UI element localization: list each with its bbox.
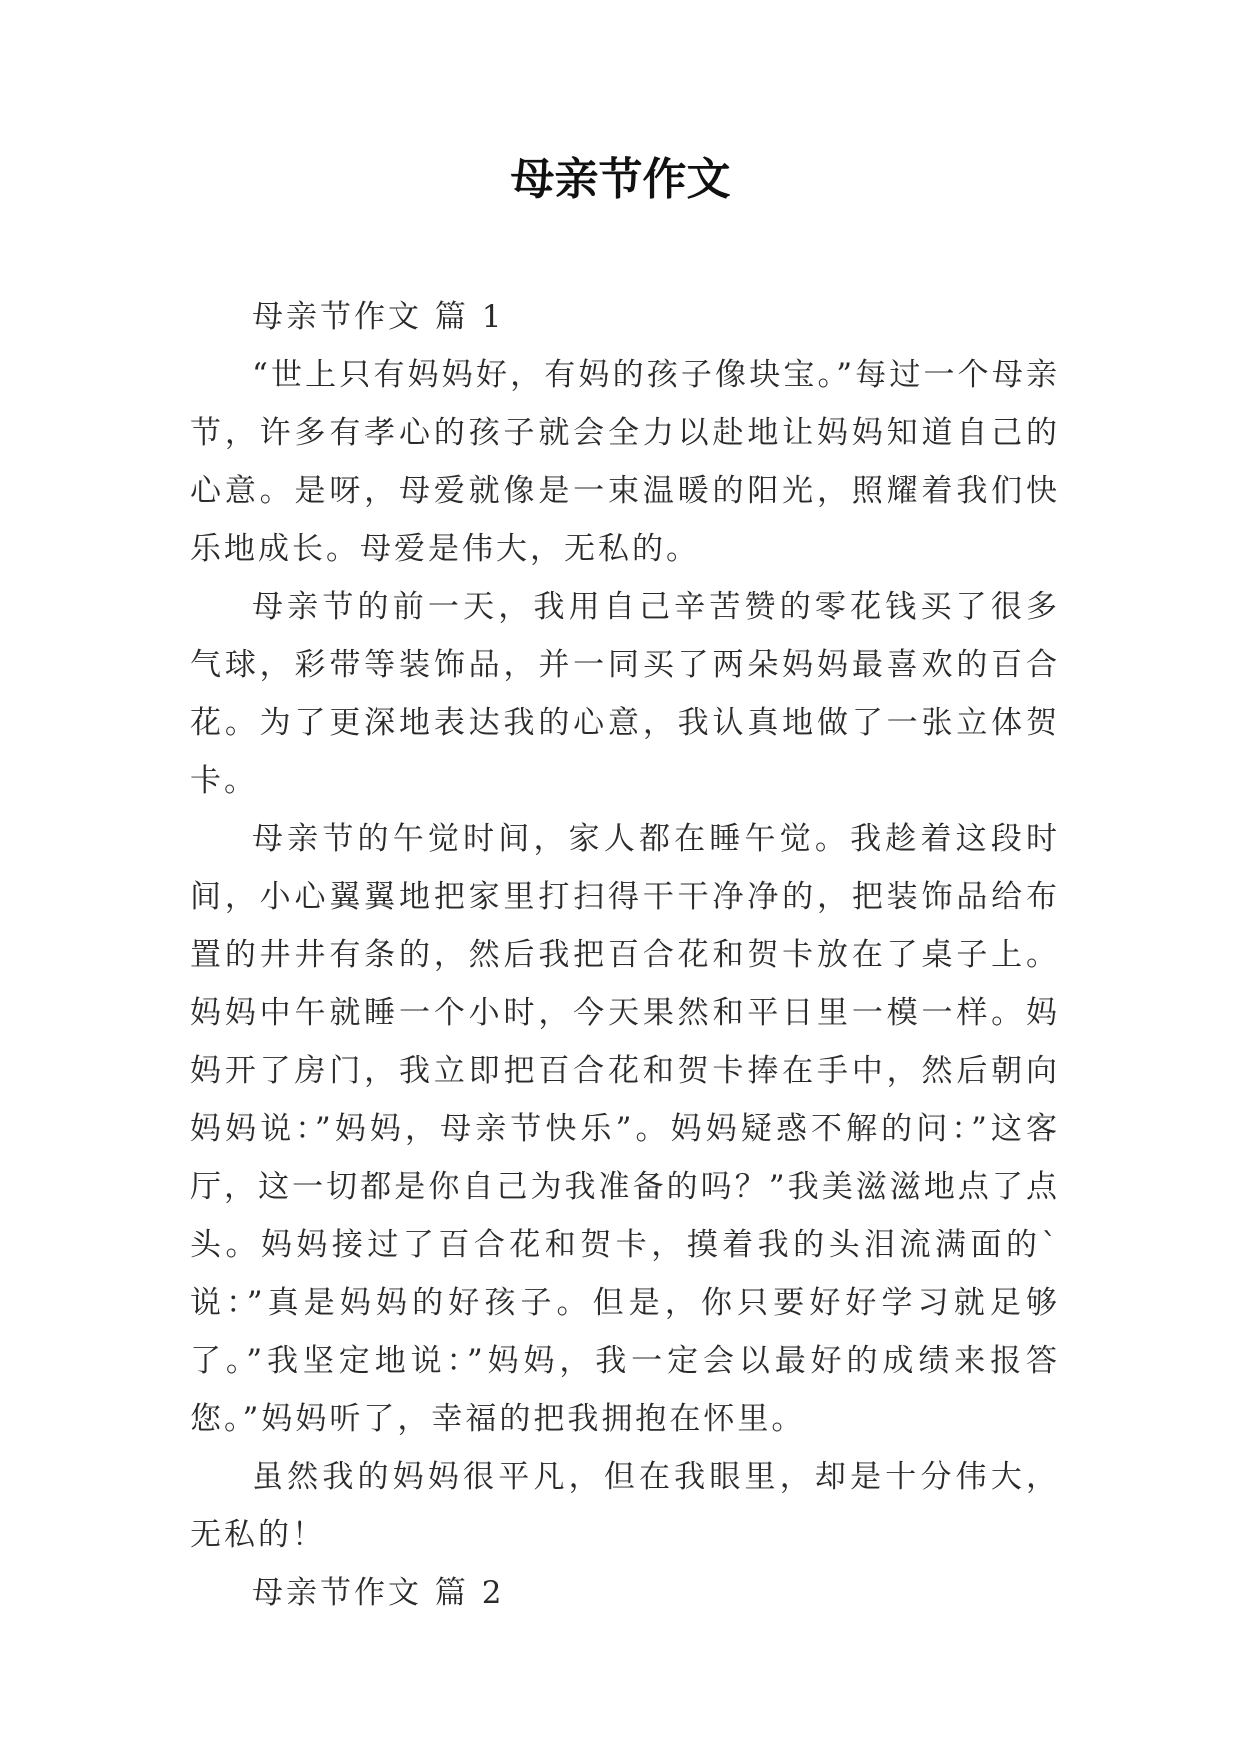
- paragraph: “世上只有妈妈好，有妈的孩子像块宝。”每过一个母亲节，许多有孝心的孩子就会全力以赴地让妈妈知道自己的心意。是呀，母爱就像是一束温暖的阳光，照耀着我们快乐地成长。母爱是伟大，无私的。: [190, 357, 1060, 567]
- document-body: [190, 288, 1060, 1622]
- section-heading-2: 母亲节作文 篇 2: [252, 1575, 505, 1611]
- paragraph: 母亲节的午觉时间，家人都在睡午觉。我趁着这段时间，小心翼翼地把家里打扫得干干净净的，把装饰品给布置的井井有条的，然后我把百合花和贺卡放在了桌子上。妈妈中午就睡一个小时，今天果然和平日里一模一样。妈妈开了房门，我立即把百合花和贺卡捧在手中，然后朝向妈妈说：”妈妈，母亲节快乐”。妈妈疑惑不解的问：”这客厅，这一切都是你自己为我准备的吗？”我美滋滋地点了点头。妈妈接过了百合花和贺卡，摸着我的头泪流满面的`说：”真是妈妈的好孩子。但是，你只要好好学习就足够了。”我坚定地说：”妈妈，我一定会以最好的成绩来报答您。”妈妈听了，幸福的把我拥抱在怀里。: [190, 821, 1060, 1437]
- section-heading-1: 母亲节作文 篇 1: [252, 299, 505, 335]
- paragraph: 母亲节的前一天，我用自己辛苦赞的零花钱买了很多气球，彩带等装饰品，并一同买了两朵妈妈最喜欢的百合花。为了更深地表达我的心意，我认真地做了一张立体贺卡。: [190, 589, 1060, 799]
- document-title: 母亲节作文: [510, 154, 731, 205]
- paragraph: 虽然我的妈妈很平凡，但在我眼里，却是十分伟大，无私的！: [190, 1459, 1060, 1553]
